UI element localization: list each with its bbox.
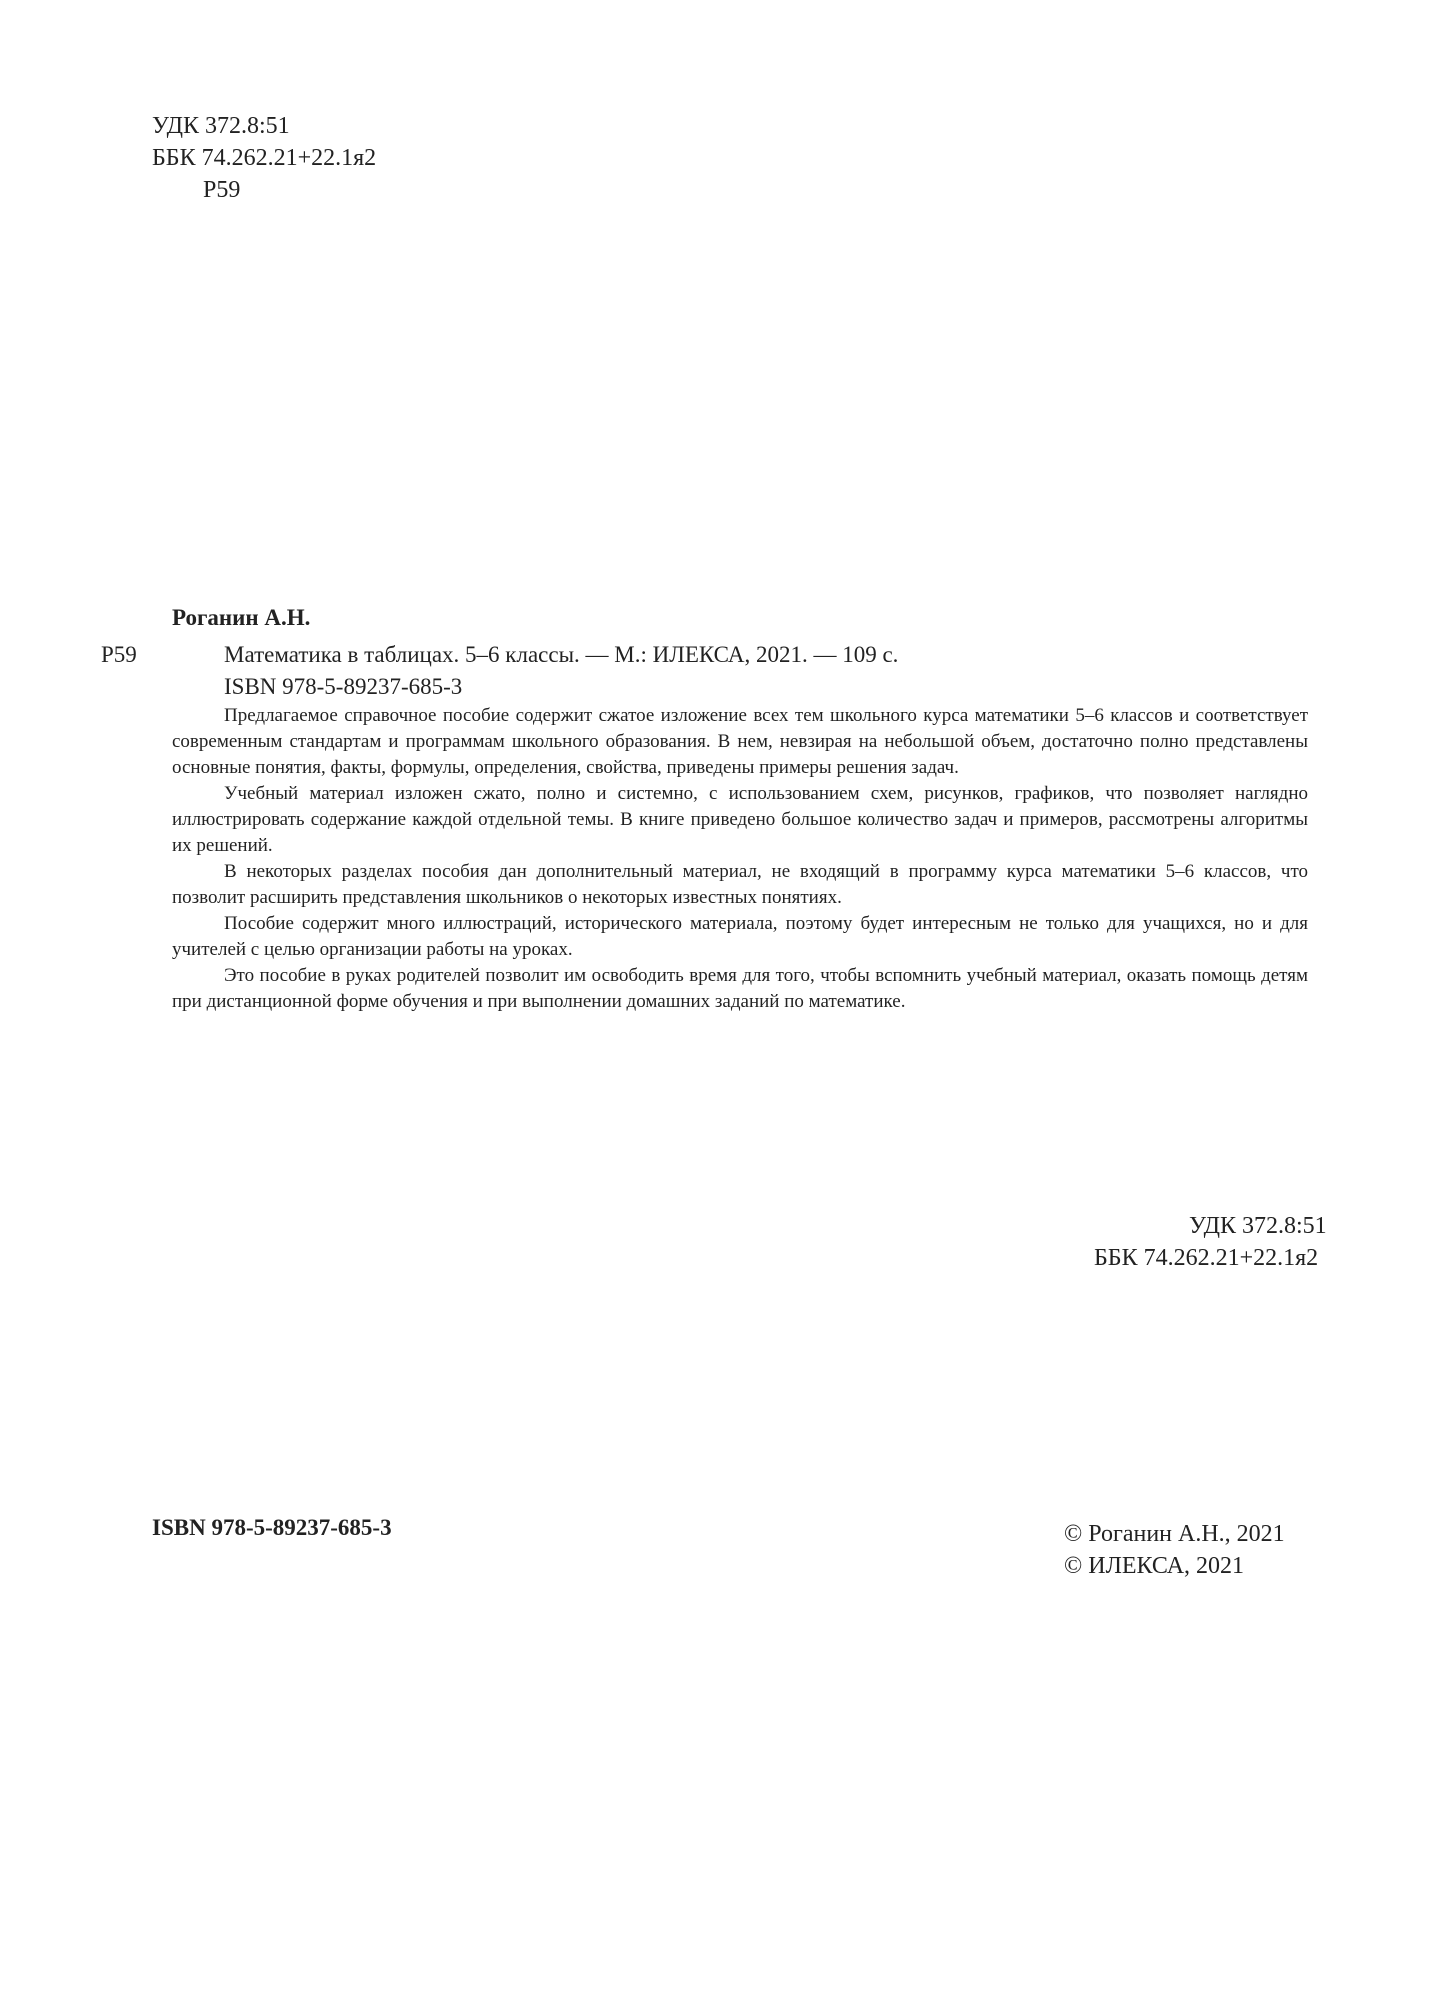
copyright-author: © Роганин А.Н., 2021: [1064, 1521, 1285, 1547]
classification-bbk: ББК 74.262.21+22.1я2: [1094, 1245, 1319, 1271]
annotation-paragraph: Пособие содержит много иллюстраций, исторического материала, поэтому будет интересным не только для учащихся, но и для учителей с целью организации работы на уроках.: [172, 913, 1308, 960]
annotation-paragraph: Предлагаемое справочное пособие содержит сжатое изложение всех тем школьного курса математики 5–6 классов и соответствует современным стандартам и программам школьного образования. В нем, невзирая на небольшой объем, достаточно полно представлены основные понятия, факты, формулы, определения, свойства, приведены примеры решения задач.: [172, 705, 1308, 778]
bibliographic-title-line: Математика в таблицах. 5–6 классы. — М.: ИЛЕКСА, 2021. — 109 с.: [224, 642, 899, 667]
header-author-code: Р59: [203, 177, 241, 203]
header-udk: УДК 372.8:51: [152, 113, 290, 139]
side-author-code: Р59: [101, 642, 137, 667]
classification-udk: УДК 372.8:51: [1189, 1213, 1327, 1239]
annotation-text: [172, 703, 1308, 1015]
header-bbk: ББК 74.262.21+22.1я2: [152, 145, 377, 171]
author-name: Роганин А.Н.: [172, 605, 311, 630]
copyright-publisher: © ИЛЕКСА, 2021: [1064, 1553, 1245, 1579]
annotation-paragraph: Это пособие в руках родителей позволит им освободить время для того, чтобы вспомнить учебный материал, оказать помощь детям при дистанционной форме обучения и при выполнении домашних заданий по математике.: [172, 965, 1308, 1012]
annotation-paragraph: Учебный материал изложен сжато, полно и системно, с использованием схем, рисунков, графиков, что позволяет наглядно иллюстрировать содержание каждой отдельной темы. В книге приведено большое количество задач и примеров, рассмотрены алгоритмы их решений.: [172, 783, 1308, 856]
annotation-paragraph: В некоторых разделах пособия дан дополнительный материал, не входящий в программу курса математики 5–6 классов, что позволит расширить представления школьников о некоторых известных понятиях.: [172, 861, 1308, 908]
footer-isbn: ISBN 978-5-89237-685-3: [152, 1515, 392, 1540]
bibliographic-isbn-line: ISBN 978-5-89237-685-3: [224, 674, 463, 699]
